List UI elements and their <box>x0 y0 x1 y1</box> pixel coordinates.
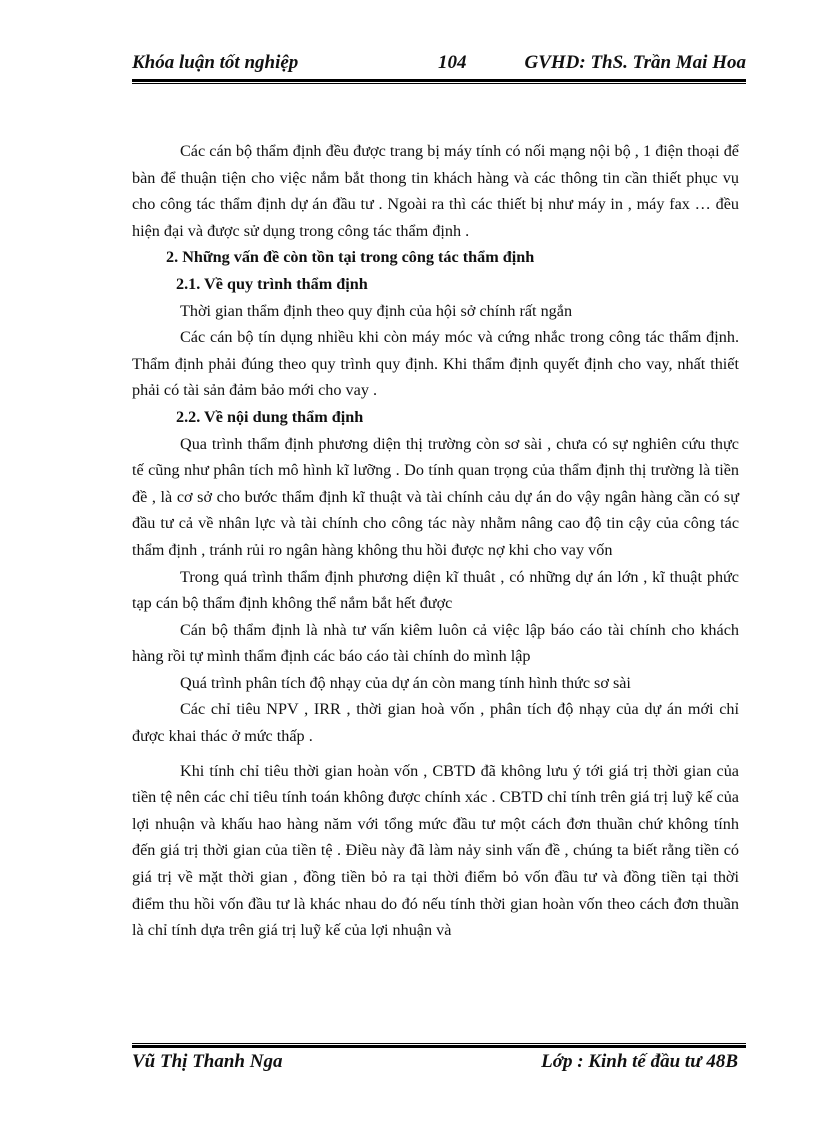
subsection-heading-2-1: 2.1. Về quy trình thẩm định <box>176 274 368 293</box>
footer-author: Vũ Thị Thanh Nga <box>132 1051 283 1072</box>
paragraph-equipment: Các cán bộ thẩm định đều được trang bị máy tính có nối mạng nội bộ , 1 điện thoại để bàn để thuận tiện cho việc nắm bắt thong tin khách hàng và các thông tin cần thiết phục vụ cho công tác thẩm định dự án đầu tư . Ngoài ra thì các thiết bị như máy in , máy fax … đều hiện đại và được sử dụng trong công tác thẩm định . <box>132 142 739 240</box>
paragraph-sensitivity: Quá trình phân tích độ nhạy của dự án còn mang tính hình thức sơ sài <box>180 673 631 692</box>
paragraph-indicators: Các chỉ tiêu NPV , IRR , thời gian hoà vốn , phân tích độ nhạy của dự án mới chỉ được khai thác ở mức thấp . <box>132 700 739 746</box>
paragraph-payback-period: Khi tính chỉ tiêu thời gian hoàn vốn , CBTD đã không lưu ý tới giá trị thời gian của tiền tệ nên các chỉ tiêu tính toán không được chính xác . CBTD chỉ tính trên giá trị luỹ kế của lợi nhuận và khấu hao hàng năm với tổng mức đầu tư một cách đơn thuần chứ không tính đến giá trị thời gian của tiền tệ . Điều này đã làm nảy sinh vấn đề , chúng ta biết rằng tiền có giá trị về mặt thời gian , đồng tiền bỏ ra tại thời điểm bỏ vốn đầu tư và đồng tiền tại thời điểm thu hồi vốn đầu tư là khác nhau do đó nếu tính thời gian hoàn vốn theo cách đơn thuần là chỉ tính dựa trên giá trị luỹ kế của lợi nhuận và <box>132 761 739 940</box>
section-heading-2: 2. Những vấn đề còn tồn tại trong công tác thẩm định <box>166 248 535 267</box>
page-footer <box>132 1049 746 1079</box>
paragraph-rigid-staff: Các cán bộ tín dụng nhiều khi còn máy móc và cứng nhắc trong công tác thẩm định. Thẩm định phải đúng theo quy trình quy định. Khi thẩm định quyết định cho vay, nhất thiết phải có tài sản đảm bảo mới cho vay . <box>132 328 739 400</box>
header-page-number: 104 <box>438 52 467 73</box>
footer-class: Lớp : Kinh tế đầu tư 48B <box>541 1051 738 1072</box>
header-supervisor: GVHD: ThS. Trần Mai Hoa <box>524 52 746 73</box>
paragraph-market-appraisal: Qua trình thẩm định phương diện thị trường còn sơ sài , chưa có sự nghiên cứu thực tế cũng như phân tích mô hình kĩ lưỡng . Do tính quan trọng của thẩm định thị trường là tiền đề , là cơ sở cho bước thẩm định kĩ thuật và tài chính cảu dự án do vậy ngân hàng cần có sự đầu tư cả về nhân lực và tài chính cho công tác này nhằm nâng cao độ tin cậy của công tác thẩm định , tránh rủi ro ngân hàng không thu hồi được nợ khi cho vay vốn <box>132 434 739 559</box>
footer-divider <box>132 1043 746 1048</box>
subsection-heading-2-2: 2.2. Về nội dung thẩm định <box>176 407 364 426</box>
header-divider <box>132 79 746 84</box>
paragraph-short-time: Thời gian thẩm định theo quy định của hội sở chính rất ngắn <box>180 301 573 320</box>
paragraph-financial-reports: Cán bộ thẩm định là nhà tư vấn kiêm luôn cả việc lập báo cáo tài chính cho khách hàng rồi tự mình thẩm định các báo cáo tài chính do mình lập <box>132 620 739 666</box>
header-thesis-title: Khóa luận tốt nghiệp <box>132 52 299 73</box>
page-body <box>132 138 739 944</box>
paragraph-technical-appraisal: Trong quá trình thẩm định phương diện kĩ thuât , có những dự án lớn , kĩ thuật phức tạp cán bộ thẩm định không thể nắm bắt hết được <box>132 567 739 613</box>
page-header <box>132 50 746 80</box>
